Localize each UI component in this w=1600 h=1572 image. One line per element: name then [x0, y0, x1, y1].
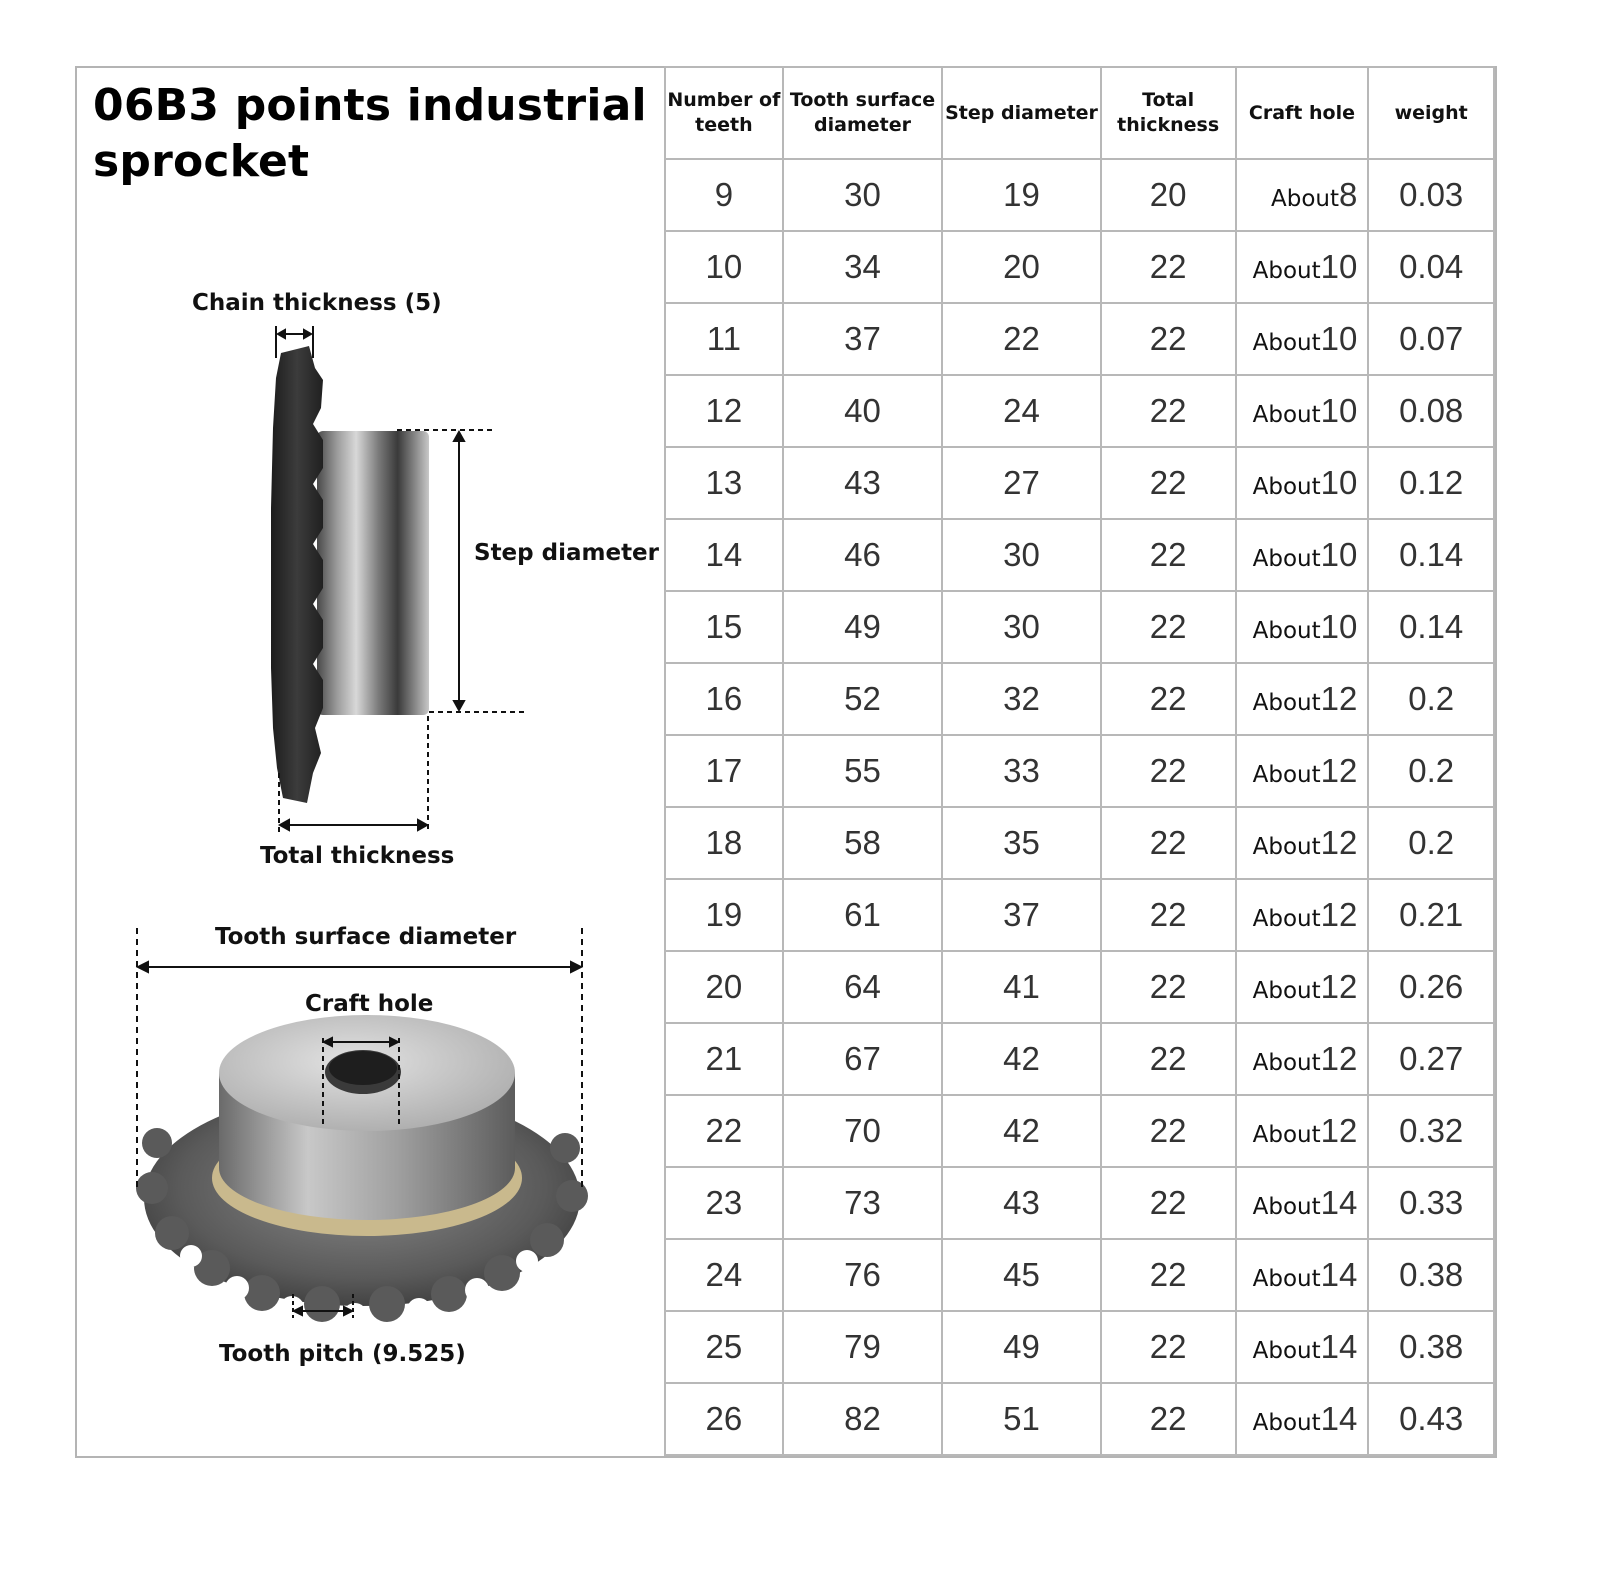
page-title: 06B3 points industrial sprocket [93, 80, 647, 187]
craft-hole-cell [1236, 447, 1369, 519]
step-diameter-cell: 43 [942, 1167, 1101, 1239]
tooth-surface-diameter-cell: 52 [783, 663, 943, 735]
step-diameter-cell: 37 [942, 879, 1101, 951]
weight-cell: 0.07 [1368, 303, 1494, 375]
craft-hole-value: 14 [1320, 1184, 1358, 1221]
header-craft-hole: Craft hole [1236, 67, 1369, 159]
teeth-cell: 19 [665, 879, 783, 951]
weight-cell: 0.26 [1368, 951, 1494, 1023]
tooth-surface-diameter-cell: 30 [783, 159, 943, 231]
teeth-cell: 24 [665, 1239, 783, 1311]
craft-hole-cell [1236, 663, 1369, 735]
teeth-cell: 12 [665, 375, 783, 447]
craft-hole-cell [1236, 1095, 1369, 1167]
weight-cell: 0.14 [1368, 519, 1494, 591]
craft-hole-value: 10 [1320, 320, 1358, 357]
teeth-cell: 16 [665, 663, 783, 735]
table-row [665, 447, 1494, 519]
craft-hole-value: 12 [1320, 680, 1358, 717]
about-label: About [1252, 1194, 1321, 1220]
about-label: About [1252, 1410, 1321, 1436]
spec-table [664, 66, 1495, 1456]
total-thickness-cell: 22 [1101, 663, 1236, 735]
craft-hole-value: 12 [1320, 1040, 1358, 1077]
chain-thickness-label: Chain thickness (5) [192, 290, 442, 316]
step-diameter-cell: 19 [942, 159, 1101, 231]
header-number-of-teeth: Number of teeth [665, 67, 783, 159]
craft-hole-cell [1236, 231, 1369, 303]
header-weight: weight [1368, 67, 1494, 159]
craft-hole-cell [1236, 879, 1369, 951]
table-row [665, 519, 1494, 591]
craft-hole-value: 12 [1320, 1112, 1358, 1149]
craft-hole-cell [1236, 1311, 1369, 1383]
table-row [665, 1239, 1494, 1311]
about-label: About [1252, 618, 1321, 644]
total-thickness-cell: 22 [1101, 447, 1236, 519]
about-label: About [1252, 1338, 1321, 1364]
craft-hole-cell [1236, 159, 1369, 231]
about-label: About [1252, 1266, 1321, 1292]
total-thickness-cell: 22 [1101, 951, 1236, 1023]
table-header-row [665, 67, 1494, 159]
teeth-cell: 26 [665, 1383, 783, 1455]
about-label: About [1252, 762, 1321, 788]
step-diameter-cell: 33 [942, 735, 1101, 807]
weight-cell: 0.12 [1368, 447, 1494, 519]
tooth-surface-diameter-cell: 37 [783, 303, 943, 375]
table-row [665, 1023, 1494, 1095]
table-row [665, 159, 1494, 231]
weight-cell: 0.2 [1368, 735, 1494, 807]
weight-cell: 0.08 [1368, 375, 1494, 447]
weight-cell: 0.32 [1368, 1095, 1494, 1167]
tooth-surface-diameter-cell: 61 [783, 879, 943, 951]
craft-hole-value: 10 [1320, 464, 1358, 501]
craft-hole-cell [1236, 303, 1369, 375]
total-thickness-cell: 22 [1101, 519, 1236, 591]
step-diameter-cell: 51 [942, 1383, 1101, 1455]
step-diameter-cell: 22 [942, 303, 1101, 375]
step-diameter-cell: 30 [942, 519, 1101, 591]
total-thickness-cell: 22 [1101, 1311, 1236, 1383]
weight-cell: 0.04 [1368, 231, 1494, 303]
table-row [665, 663, 1494, 735]
tooth-surface-diameter-cell: 73 [783, 1167, 943, 1239]
tooth-surface-diameter-cell: 79 [783, 1311, 943, 1383]
tooth-surface-diameter-cell: 49 [783, 591, 943, 663]
craft-hole-cell [1236, 807, 1369, 879]
total-thickness-cell: 22 [1101, 879, 1236, 951]
teeth-cell: 18 [665, 807, 783, 879]
craft-hole-value: 12 [1320, 896, 1358, 933]
weight-cell: 0.38 [1368, 1239, 1494, 1311]
teeth-cell: 25 [665, 1311, 783, 1383]
craft-hole-value: 12 [1320, 968, 1358, 1005]
total-thickness-cell: 20 [1101, 159, 1236, 231]
total-thickness-cell: 22 [1101, 807, 1236, 879]
craft-hole-cell [1236, 1167, 1369, 1239]
table-row [665, 879, 1494, 951]
about-label: About [1252, 330, 1321, 356]
step-diameter-cell: 41 [942, 951, 1101, 1023]
table-row [665, 303, 1494, 375]
table-body [665, 159, 1494, 1455]
about-label: About [1252, 978, 1321, 1004]
table-row [665, 591, 1494, 663]
tooth-surface-diameter-cell: 82 [783, 1383, 943, 1455]
step-diameter-cell: 42 [942, 1095, 1101, 1167]
step-diameter-cell: 42 [942, 1023, 1101, 1095]
craft-hole-value: 12 [1320, 824, 1358, 861]
total-thickness-cell: 22 [1101, 231, 1236, 303]
craft-hole-cell [1236, 735, 1369, 807]
craft-hole-value: 14 [1320, 1256, 1358, 1293]
tooth-surface-diameter-cell: 46 [783, 519, 943, 591]
craft-hole-cell [1236, 519, 1369, 591]
step-diameter-cell: 24 [942, 375, 1101, 447]
teeth-cell: 23 [665, 1167, 783, 1239]
table-row [665, 807, 1494, 879]
weight-cell: 0.03 [1368, 159, 1494, 231]
tooth-surface-diameter-cell: 40 [783, 375, 943, 447]
about-label: About [1252, 1122, 1321, 1148]
diagram-panel [77, 68, 666, 1456]
teeth-cell: 10 [665, 231, 783, 303]
tooth-surface-diameter-cell: 43 [783, 447, 943, 519]
weight-cell: 0.14 [1368, 591, 1494, 663]
tooth-surface-diameter-cell: 67 [783, 1023, 943, 1095]
tooth-surface-diameter-cell: 58 [783, 807, 943, 879]
weight-cell: 0.2 [1368, 807, 1494, 879]
about-label: About [1252, 258, 1321, 284]
step-diameter-cell: 49 [942, 1311, 1101, 1383]
tooth-surface-diameter-cell: 55 [783, 735, 943, 807]
step-diameter-cell: 45 [942, 1239, 1101, 1311]
teeth-cell: 22 [665, 1095, 783, 1167]
table-row [665, 1311, 1494, 1383]
about-label: About [1252, 546, 1321, 572]
teeth-cell: 11 [665, 303, 783, 375]
step-diameter-cell: 20 [942, 231, 1101, 303]
total-thickness-cell: 22 [1101, 1095, 1236, 1167]
craft-hole-cell [1236, 951, 1369, 1023]
about-label: About [1252, 690, 1321, 716]
craft-hole-value: 14 [1320, 1400, 1358, 1437]
about-label: About [1252, 474, 1321, 500]
header-tooth-surface-diameter: Tooth surface diameter [783, 67, 943, 159]
weight-cell: 0.2 [1368, 663, 1494, 735]
craft-hole-value: 12 [1320, 752, 1358, 789]
total-thickness-cell: 22 [1101, 1023, 1236, 1095]
teeth-cell: 14 [665, 519, 783, 591]
step-diameter-cell: 27 [942, 447, 1101, 519]
weight-cell: 0.33 [1368, 1167, 1494, 1239]
craft-hole-value: 14 [1320, 1328, 1358, 1365]
craft-hole-value: 10 [1320, 536, 1358, 573]
step-diameter-cell: 30 [942, 591, 1101, 663]
tooth-surface-diameter-cell: 76 [783, 1239, 943, 1311]
weight-cell: 0.21 [1368, 879, 1494, 951]
teeth-cell: 17 [665, 735, 783, 807]
craft-hole-cell [1236, 1239, 1369, 1311]
about-label: About [1252, 906, 1321, 932]
header-total-thickness: Total thickness [1101, 67, 1236, 159]
total-thickness-cell: 22 [1101, 1167, 1236, 1239]
header-step-diameter: Step diameter [942, 67, 1101, 159]
about-label: About [1271, 186, 1340, 212]
weight-cell: 0.27 [1368, 1023, 1494, 1095]
table-row [665, 375, 1494, 447]
about-label: About [1252, 402, 1321, 428]
tooth-surface-diameter-cell: 34 [783, 231, 943, 303]
spec-sheet [75, 66, 1497, 1458]
total-thickness-cell: 22 [1101, 1383, 1236, 1455]
total-thickness-cell: 22 [1101, 1239, 1236, 1311]
teeth-cell: 9 [665, 159, 783, 231]
about-label: About [1252, 1050, 1321, 1076]
total-thickness-cell: 22 [1101, 303, 1236, 375]
craft-hole-cell [1236, 1383, 1369, 1455]
weight-cell: 0.38 [1368, 1311, 1494, 1383]
table-row [665, 951, 1494, 1023]
craft-hole-value: 10 [1320, 248, 1358, 285]
teeth-cell: 20 [665, 951, 783, 1023]
craft-hole-value: 10 [1320, 392, 1358, 429]
tooth-surface-diameter-cell: 70 [783, 1095, 943, 1167]
step-diameter-cell: 35 [942, 807, 1101, 879]
tooth-surface-diameter-label: Tooth surface diameter [215, 924, 517, 950]
table-row [665, 1383, 1494, 1455]
craft-hole-cell [1236, 375, 1369, 447]
total-thickness-cell: 22 [1101, 375, 1236, 447]
step-diameter-cell: 32 [942, 663, 1101, 735]
gear-hub [212, 1015, 522, 1236]
teeth-cell: 21 [665, 1023, 783, 1095]
sprocket-front-view [77, 68, 666, 1460]
total-thickness-cell: 22 [1101, 591, 1236, 663]
craft-hole-value: 10 [1320, 608, 1358, 645]
craft-hole-cell [1236, 591, 1369, 663]
table-row [665, 231, 1494, 303]
craft-hole-label: Craft hole [305, 991, 434, 1017]
step-diameter-label: Step diameter [474, 540, 659, 566]
about-label: About [1252, 834, 1321, 860]
teeth-cell: 13 [665, 447, 783, 519]
teeth-cell: 15 [665, 591, 783, 663]
weight-cell: 0.43 [1368, 1383, 1494, 1455]
total-thickness-label: Total thickness [260, 843, 455, 869]
table-row [665, 1167, 1494, 1239]
craft-hole-cell [1236, 1023, 1369, 1095]
craft-hole-value: 8 [1339, 176, 1358, 213]
total-thickness-cell: 22 [1101, 735, 1236, 807]
table-row [665, 735, 1494, 807]
table-row [665, 1095, 1494, 1167]
tooth-surface-diameter-cell: 64 [783, 951, 943, 1023]
tooth-pitch-label: Tooth pitch (9.525) [219, 1341, 466, 1367]
